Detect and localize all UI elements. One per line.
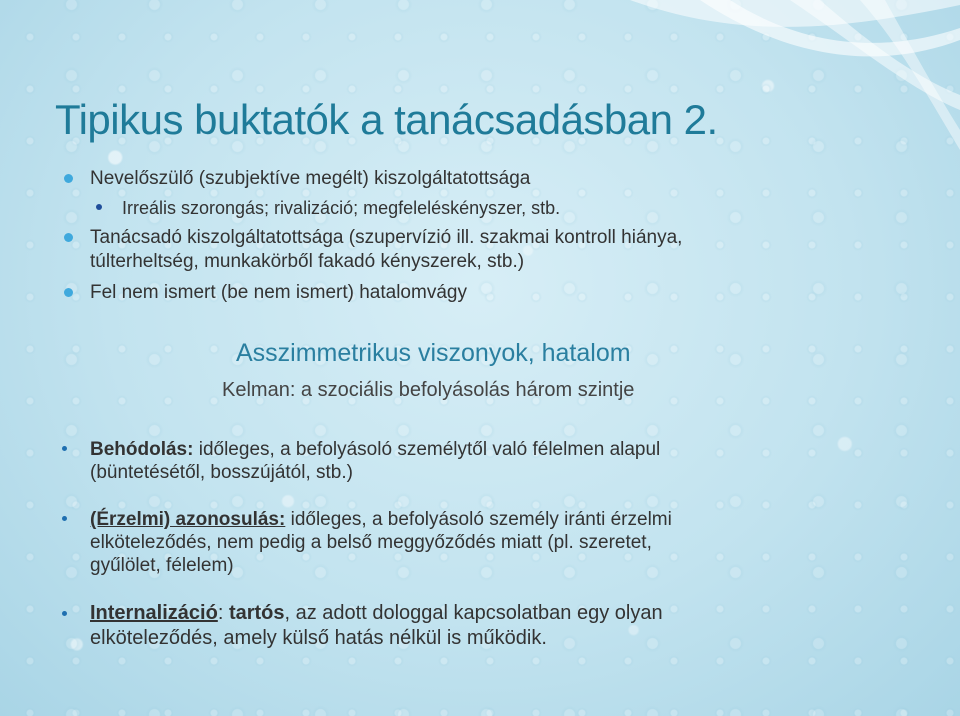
level-text: : bbox=[217, 602, 229, 624]
page-title: Tipikus buktatók a tanácsadásban 2. bbox=[55, 96, 718, 143]
level-text: időleges, a befolyásoló személytől való félelmen alapul bbox=[193, 439, 661, 460]
bullet-dot-icon bbox=[64, 174, 73, 183]
level-text: , az adott dologgal kapcsolatban egy olyan bbox=[284, 602, 663, 624]
bullet-item-2-line2: túlterheltség, munkakörből fakadó kényszerek, stb.) bbox=[90, 251, 525, 272]
level-text: időleges, a befolyásoló személy iránti érzelmi bbox=[285, 509, 672, 530]
bullet-dot-icon bbox=[64, 288, 73, 297]
term-internalizacio: Internalizáció bbox=[90, 602, 218, 624]
bullet-item-1: Nevelőszülő (szubjektíve megélt) kiszolgáltatottsága bbox=[90, 168, 531, 189]
term-behodolas: Behódolás: bbox=[90, 439, 194, 460]
bullet-dot-icon bbox=[62, 446, 67, 451]
section-subheading: Kelman: a szociális befolyásolás három szintje bbox=[222, 379, 635, 401]
level-text: elköteleződés, amely külső hatás nélkül is működik. bbox=[90, 627, 547, 649]
level-text: (büntetésétől, bosszújától, stb.) bbox=[90, 462, 353, 483]
bullet-dot-icon bbox=[64, 233, 73, 242]
sub-bullet-item: Irreális szorongás; rivalizáció; megfeleléskényszer, stb. bbox=[122, 198, 561, 218]
section-heading: Asszimmetrikus viszonyok, hatalom bbox=[236, 339, 631, 367]
level-text: elköteleződés, nem pedig a belső meggyőződés miatt (pl. szeretet, bbox=[90, 532, 652, 553]
level-internalizacio bbox=[90, 601, 870, 651]
decorative-swoosh bbox=[540, 0, 960, 170]
level-azonosulas bbox=[90, 508, 870, 577]
bullet-dot-icon bbox=[62, 611, 67, 616]
level-text: gyűlölet, félelem) bbox=[90, 555, 234, 576]
bullet-dot-icon bbox=[62, 516, 67, 521]
bullet-item-2-line1: Tanácsadó kiszolgáltatottsága (szupervízió ill. szakmai kontroll hiánya, bbox=[90, 227, 683, 248]
term-azonosulas: (Érzelmi) azonosulás: bbox=[90, 509, 286, 530]
level-behodolas bbox=[90, 438, 870, 484]
emphasis-tartos: tartós bbox=[228, 602, 285, 624]
bullet-item-3: Fel nem ismert (be nem ismert) hatalomvágy bbox=[90, 282, 467, 303]
sub-bullet-dot-icon bbox=[96, 204, 102, 210]
